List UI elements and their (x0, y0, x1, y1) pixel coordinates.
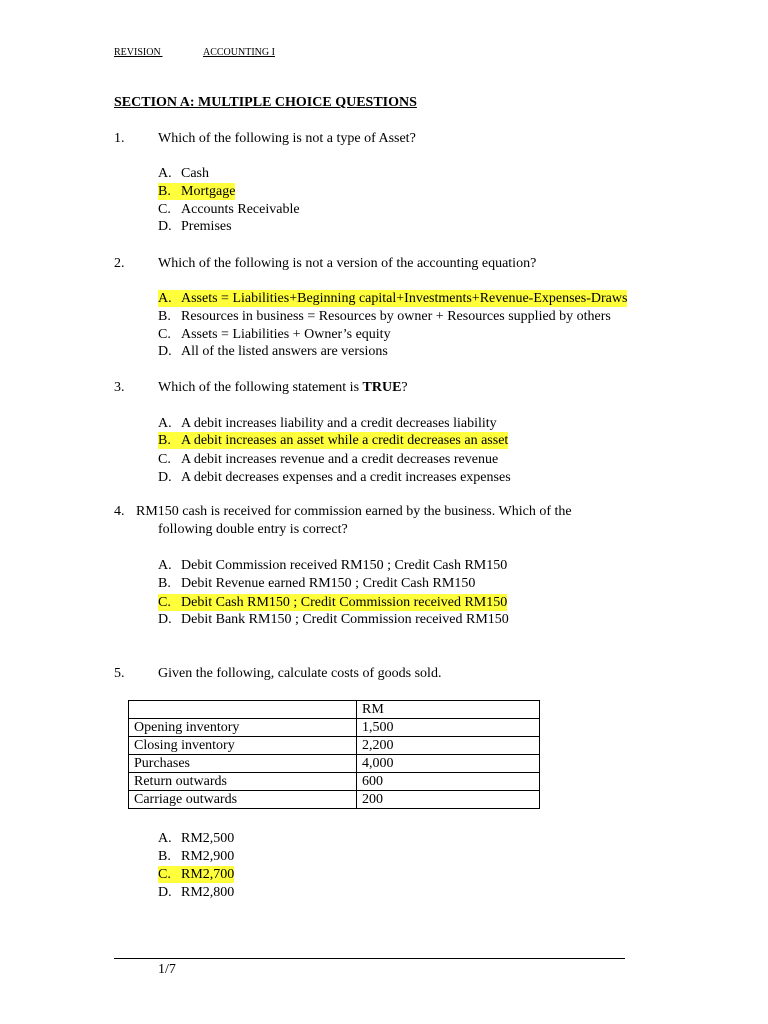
bold-true: TRUE (362, 380, 402, 395)
option-b: B. Resources in business = Resources by owner + Resources supplied by others (158, 309, 611, 324)
page-number: 1/7 (158, 962, 176, 977)
option-b-highlighted: B. Mortgage (158, 184, 236, 199)
header-gap-underline (160, 47, 203, 58)
option-c: C. A debit increases revenue and a credit decreases revenue (158, 452, 499, 467)
table-cell: Opening inventory (129, 719, 357, 737)
table-cell: 4,000 (357, 755, 540, 773)
section-title: SECTION A: MULTIPLE CHOICE QUESTIONS (114, 95, 417, 110)
table-cell: 1,500 (357, 719, 540, 737)
option-a: A. Debit Commission received RM150 ; Credit Cash RM150 (158, 558, 508, 573)
header-right: ACCOUNTING I (203, 47, 275, 58)
table-row (129, 755, 540, 773)
question-number: 1. (114, 131, 125, 146)
inventory-table (128, 700, 540, 809)
table-cell: Purchases (129, 755, 357, 773)
option-d: D. Premises (158, 219, 232, 234)
option-a: A. Cash (158, 166, 209, 181)
question-text: Which of the following statement is TRUE? (158, 380, 408, 395)
question-text: Which of the following is not a type of Asset? (158, 131, 416, 146)
option-c-highlighted: C. Debit Cash RM150 ; Credit Commission received RM150 (158, 595, 508, 610)
table-cell: 2,200 (357, 737, 540, 755)
question-number: 3. (114, 380, 125, 395)
question-number: 4. (114, 504, 125, 519)
option-b: B. Debit Revenue earned RM150 ; Credit Cash RM150 (158, 576, 476, 591)
question-text-line2: following double entry is correct? (158, 522, 348, 537)
table-row (129, 791, 540, 809)
table-cell: Return outwards (129, 773, 357, 791)
question-text-line1: RM150 cash is received for commission earned by the business. Which of the (136, 504, 572, 519)
table-cell: Carriage outwards (129, 791, 357, 809)
question-number: 5. (114, 666, 125, 681)
option-d: D. RM2,800 (158, 885, 235, 900)
question-text: Which of the following is not a version of the accounting equation? (158, 256, 537, 271)
table-cell: 200 (357, 791, 540, 809)
header-left: REVISION (114, 47, 161, 58)
table-cell (129, 701, 357, 719)
table-cell: 600 (357, 773, 540, 791)
table-row (129, 719, 540, 737)
option-d: D. Debit Bank RM150 ; Credit Commission received RM150 (158, 612, 509, 627)
option-c: C. Accounts Receivable (158, 202, 300, 217)
option-d: D. A debit decreases expenses and a credit increases expenses (158, 470, 511, 485)
table-header-row (129, 701, 540, 719)
table-row (129, 773, 540, 791)
option-a: A. RM2,500 (158, 831, 235, 846)
option-d: D. All of the listed answers are versions (158, 344, 388, 359)
footer-rule (114, 958, 625, 959)
table-cell: RM (357, 701, 540, 719)
option-a: A. A debit increases liability and a credit decreases liability (158, 416, 497, 431)
option-b-highlighted: B. A debit increases an asset while a credit decreases an asset (158, 433, 509, 448)
question-text: Given the following, calculate costs of goods sold. (158, 666, 442, 681)
option-a-highlighted: A. Assets = Liabilities+Beginning capital+Investments+Revenue-Expenses-Draws (158, 291, 628, 306)
option-c: C. Assets = Liabilities + Owner’s equity (158, 327, 391, 342)
table-row (129, 737, 540, 755)
option-c-highlighted: C. RM2,700 (158, 867, 235, 882)
table-cell: Closing inventory (129, 737, 357, 755)
option-b: B. RM2,900 (158, 849, 235, 864)
question-number: 2. (114, 256, 125, 271)
